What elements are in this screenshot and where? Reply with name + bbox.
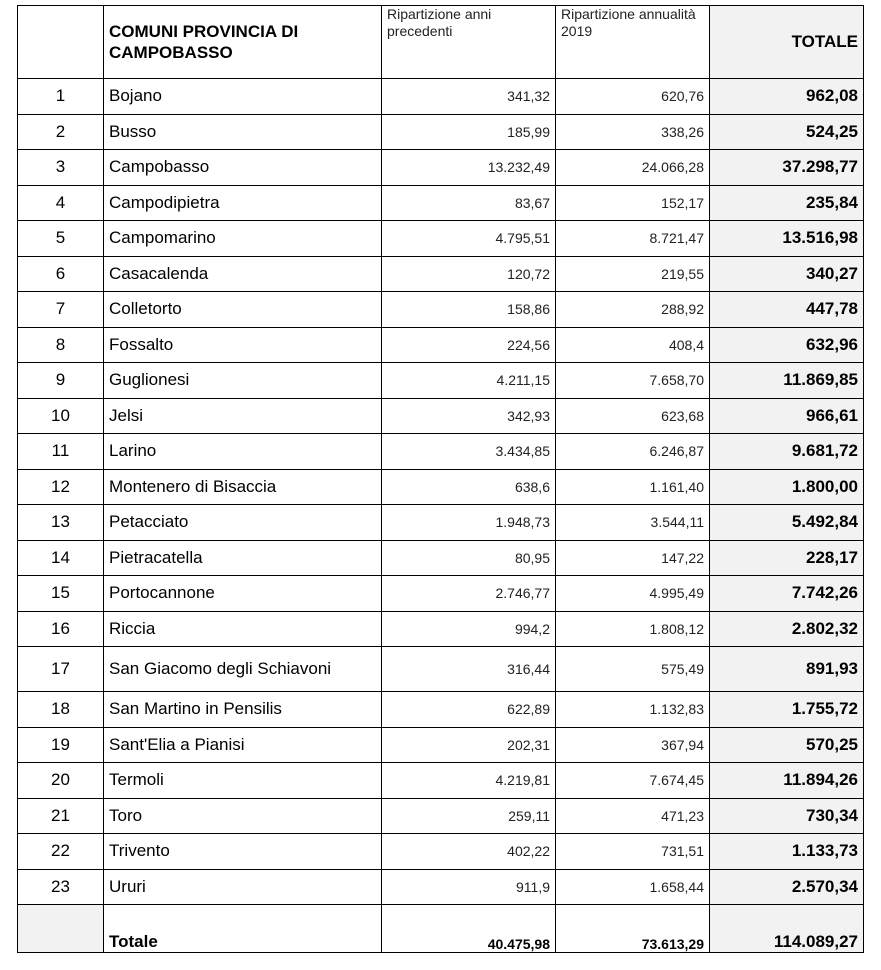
municipality-name: Jelsi <box>104 398 382 434</box>
table-row <box>18 692 864 728</box>
table-row <box>18 185 864 221</box>
table-row <box>18 798 864 834</box>
total-value: 11.869,85 <box>710 363 864 399</box>
municipality-name: Portocannone <box>104 576 382 612</box>
previous-years-value: 622,89 <box>382 692 556 728</box>
table-row <box>18 576 864 612</box>
total-value: 570,25 <box>710 727 864 763</box>
totals-index-cell <box>18 905 104 953</box>
total-value: 962,08 <box>710 79 864 115</box>
row-index: 19 <box>18 727 104 763</box>
total-value: 5.492,84 <box>710 505 864 541</box>
totals-row <box>18 905 864 953</box>
row-index: 13 <box>18 505 104 541</box>
municipality-name: San Giacomo degli Schiavoni <box>104 647 382 692</box>
row-index: 4 <box>18 185 104 221</box>
previous-years-value: 83,67 <box>382 185 556 221</box>
annuity-2019-value: 6.246,87 <box>556 434 710 470</box>
annuity-2019-value: 1.161,40 <box>556 469 710 505</box>
table-row <box>18 256 864 292</box>
municipality-name: Termoli <box>104 763 382 799</box>
municipality-name: Fossalto <box>104 327 382 363</box>
previous-years-value: 224,56 <box>382 327 556 363</box>
table-row <box>18 505 864 541</box>
row-index: 8 <box>18 327 104 363</box>
row-index: 18 <box>18 692 104 728</box>
annuity-2019-value: 4.995,49 <box>556 576 710 612</box>
previous-years-value: 80,95 <box>382 540 556 576</box>
municipality-name: Pietracatella <box>104 540 382 576</box>
total-value: 1.133,73 <box>710 834 864 870</box>
annuity-2019-value: 623,68 <box>556 398 710 434</box>
table-row <box>18 611 864 647</box>
previous-years-value: 911,9 <box>382 869 556 905</box>
total-value: 524,25 <box>710 114 864 150</box>
totals-annuity-2019: 73.613,29 <box>556 905 710 953</box>
annuity-2019-value: 408,4 <box>556 327 710 363</box>
annuity-2019-value: 219,55 <box>556 256 710 292</box>
annuity-2019-value: 1.658,44 <box>556 869 710 905</box>
annuity-2019-value: 147,22 <box>556 540 710 576</box>
annuity-2019-value: 3.544,11 <box>556 505 710 541</box>
row-index: 6 <box>18 256 104 292</box>
table-row <box>18 221 864 257</box>
previous-years-value: 402,22 <box>382 834 556 870</box>
total-value: 228,17 <box>710 540 864 576</box>
municipality-name: Colletorto <box>104 292 382 328</box>
previous-years-value: 2.746,77 <box>382 576 556 612</box>
total-value: 340,27 <box>710 256 864 292</box>
total-value: 1.755,72 <box>710 692 864 728</box>
row-index: 12 <box>18 469 104 505</box>
annuity-2019-value: 338,26 <box>556 114 710 150</box>
totals-previous-years: 40.475,98 <box>382 905 556 953</box>
table-row <box>18 327 864 363</box>
row-index: 22 <box>18 834 104 870</box>
previous-years-value: 341,32 <box>382 79 556 115</box>
previous-years-value: 638,6 <box>382 469 556 505</box>
annuity-2019-value: 367,94 <box>556 727 710 763</box>
total-value: 891,93 <box>710 647 864 692</box>
row-index: 11 <box>18 434 104 470</box>
row-index: 20 <box>18 763 104 799</box>
total-value: 966,61 <box>710 398 864 434</box>
municipality-name: San Martino in Pensilis <box>104 692 382 728</box>
table-row <box>18 114 864 150</box>
row-index: 17 <box>18 647 104 692</box>
row-index: 5 <box>18 221 104 257</box>
total-value: 37.298,77 <box>710 150 864 186</box>
previous-years-value: 1.948,73 <box>382 505 556 541</box>
municipality-name: Campobasso <box>104 150 382 186</box>
table-row <box>18 540 864 576</box>
annuity-2019-value: 471,23 <box>556 798 710 834</box>
table-row <box>18 150 864 186</box>
total-value: 632,96 <box>710 327 864 363</box>
municipality-name: Guglionesi <box>104 363 382 399</box>
row-index: 1 <box>18 79 104 115</box>
total-value: 9.681,72 <box>710 434 864 470</box>
previous-years-value: 342,93 <box>382 398 556 434</box>
previous-years-value: 185,99 <box>382 114 556 150</box>
annuity-2019-value: 288,92 <box>556 292 710 328</box>
municipality-name: Casacalenda <box>104 256 382 292</box>
municipality-name: Riccia <box>104 611 382 647</box>
municipality-name: Campodipietra <box>104 185 382 221</box>
table-row <box>18 363 864 399</box>
previous-years-value: 4.795,51 <box>382 221 556 257</box>
annuity-2019-value: 1.132,83 <box>556 692 710 728</box>
total-value: 730,34 <box>710 798 864 834</box>
municipality-name: Busso <box>104 114 382 150</box>
total-value: 11.894,26 <box>710 763 864 799</box>
previous-years-value: 259,11 <box>382 798 556 834</box>
annuity-2019-value: 1.808,12 <box>556 611 710 647</box>
annuity-2019-value: 7.674,45 <box>556 763 710 799</box>
municipality-name: Campomarino <box>104 221 382 257</box>
total-value: 7.742,26 <box>710 576 864 612</box>
row-index: 3 <box>18 150 104 186</box>
total-value: 1.800,00 <box>710 469 864 505</box>
previous-years-value: 202,31 <box>382 727 556 763</box>
total-value: 235,84 <box>710 185 864 221</box>
municipality-name: Ururi <box>104 869 382 905</box>
annuity-2019-value: 620,76 <box>556 79 710 115</box>
annuity-2019-value: 8.721,47 <box>556 221 710 257</box>
table-row <box>18 647 864 692</box>
table-row <box>18 434 864 470</box>
table-row <box>18 469 864 505</box>
table-row <box>18 79 864 115</box>
municipality-name: Petacciato <box>104 505 382 541</box>
previous-years-value: 158,86 <box>382 292 556 328</box>
total-value: 2.570,34 <box>710 869 864 905</box>
table-row <box>18 763 864 799</box>
previous-years-value: 120,72 <box>382 256 556 292</box>
table-row <box>18 727 864 763</box>
row-index: 10 <box>18 398 104 434</box>
municipality-name: Montenero di Bisaccia <box>104 469 382 505</box>
previous-years-value: 4.211,15 <box>382 363 556 399</box>
annuity-2019-value: 7.658,70 <box>556 363 710 399</box>
table-row <box>18 869 864 905</box>
annuity-2019-value: 24.066,28 <box>556 150 710 186</box>
municipality-name: Toro <box>104 798 382 834</box>
annuity-2019-value: 731,51 <box>556 834 710 870</box>
annuity-2019-value: 575,49 <box>556 647 710 692</box>
table-row <box>18 292 864 328</box>
annuity-2019-value: 152,17 <box>556 185 710 221</box>
row-index: 23 <box>18 869 104 905</box>
previous-years-value: 3.434,85 <box>382 434 556 470</box>
header-annuity-2019: Ripartizione annualità 2019 <box>556 6 710 79</box>
header-index-cell <box>18 6 104 79</box>
municipality-name: Trivento <box>104 834 382 870</box>
municipality-name: Bojano <box>104 79 382 115</box>
total-value: 2.802,32 <box>710 611 864 647</box>
total-value: 13.516,98 <box>710 221 864 257</box>
row-index: 15 <box>18 576 104 612</box>
previous-years-value: 316,44 <box>382 647 556 692</box>
total-value: 447,78 <box>710 292 864 328</box>
previous-years-value: 4.219,81 <box>382 763 556 799</box>
previous-years-value: 13.232,49 <box>382 150 556 186</box>
allocation-table <box>17 5 864 953</box>
row-index: 14 <box>18 540 104 576</box>
row-index: 21 <box>18 798 104 834</box>
totals-label: Totale <box>104 905 382 953</box>
table-row <box>18 398 864 434</box>
previous-years-value: 994,2 <box>382 611 556 647</box>
municipality-name: Sant'Elia a Pianisi <box>104 727 382 763</box>
municipality-name: Larino <box>104 434 382 470</box>
row-index: 7 <box>18 292 104 328</box>
row-index: 2 <box>18 114 104 150</box>
row-index: 16 <box>18 611 104 647</box>
table-row <box>18 834 864 870</box>
header-municipality: COMUNI PROVINCIA DI CAMPOBASSO <box>104 6 382 79</box>
header-previous-years: Ripartizione anni precedenti <box>382 6 556 79</box>
header-row <box>18 6 864 79</box>
row-index: 9 <box>18 363 104 399</box>
grand-total: 114.089,27 <box>710 905 864 953</box>
header-total: TOTALE <box>710 6 864 79</box>
